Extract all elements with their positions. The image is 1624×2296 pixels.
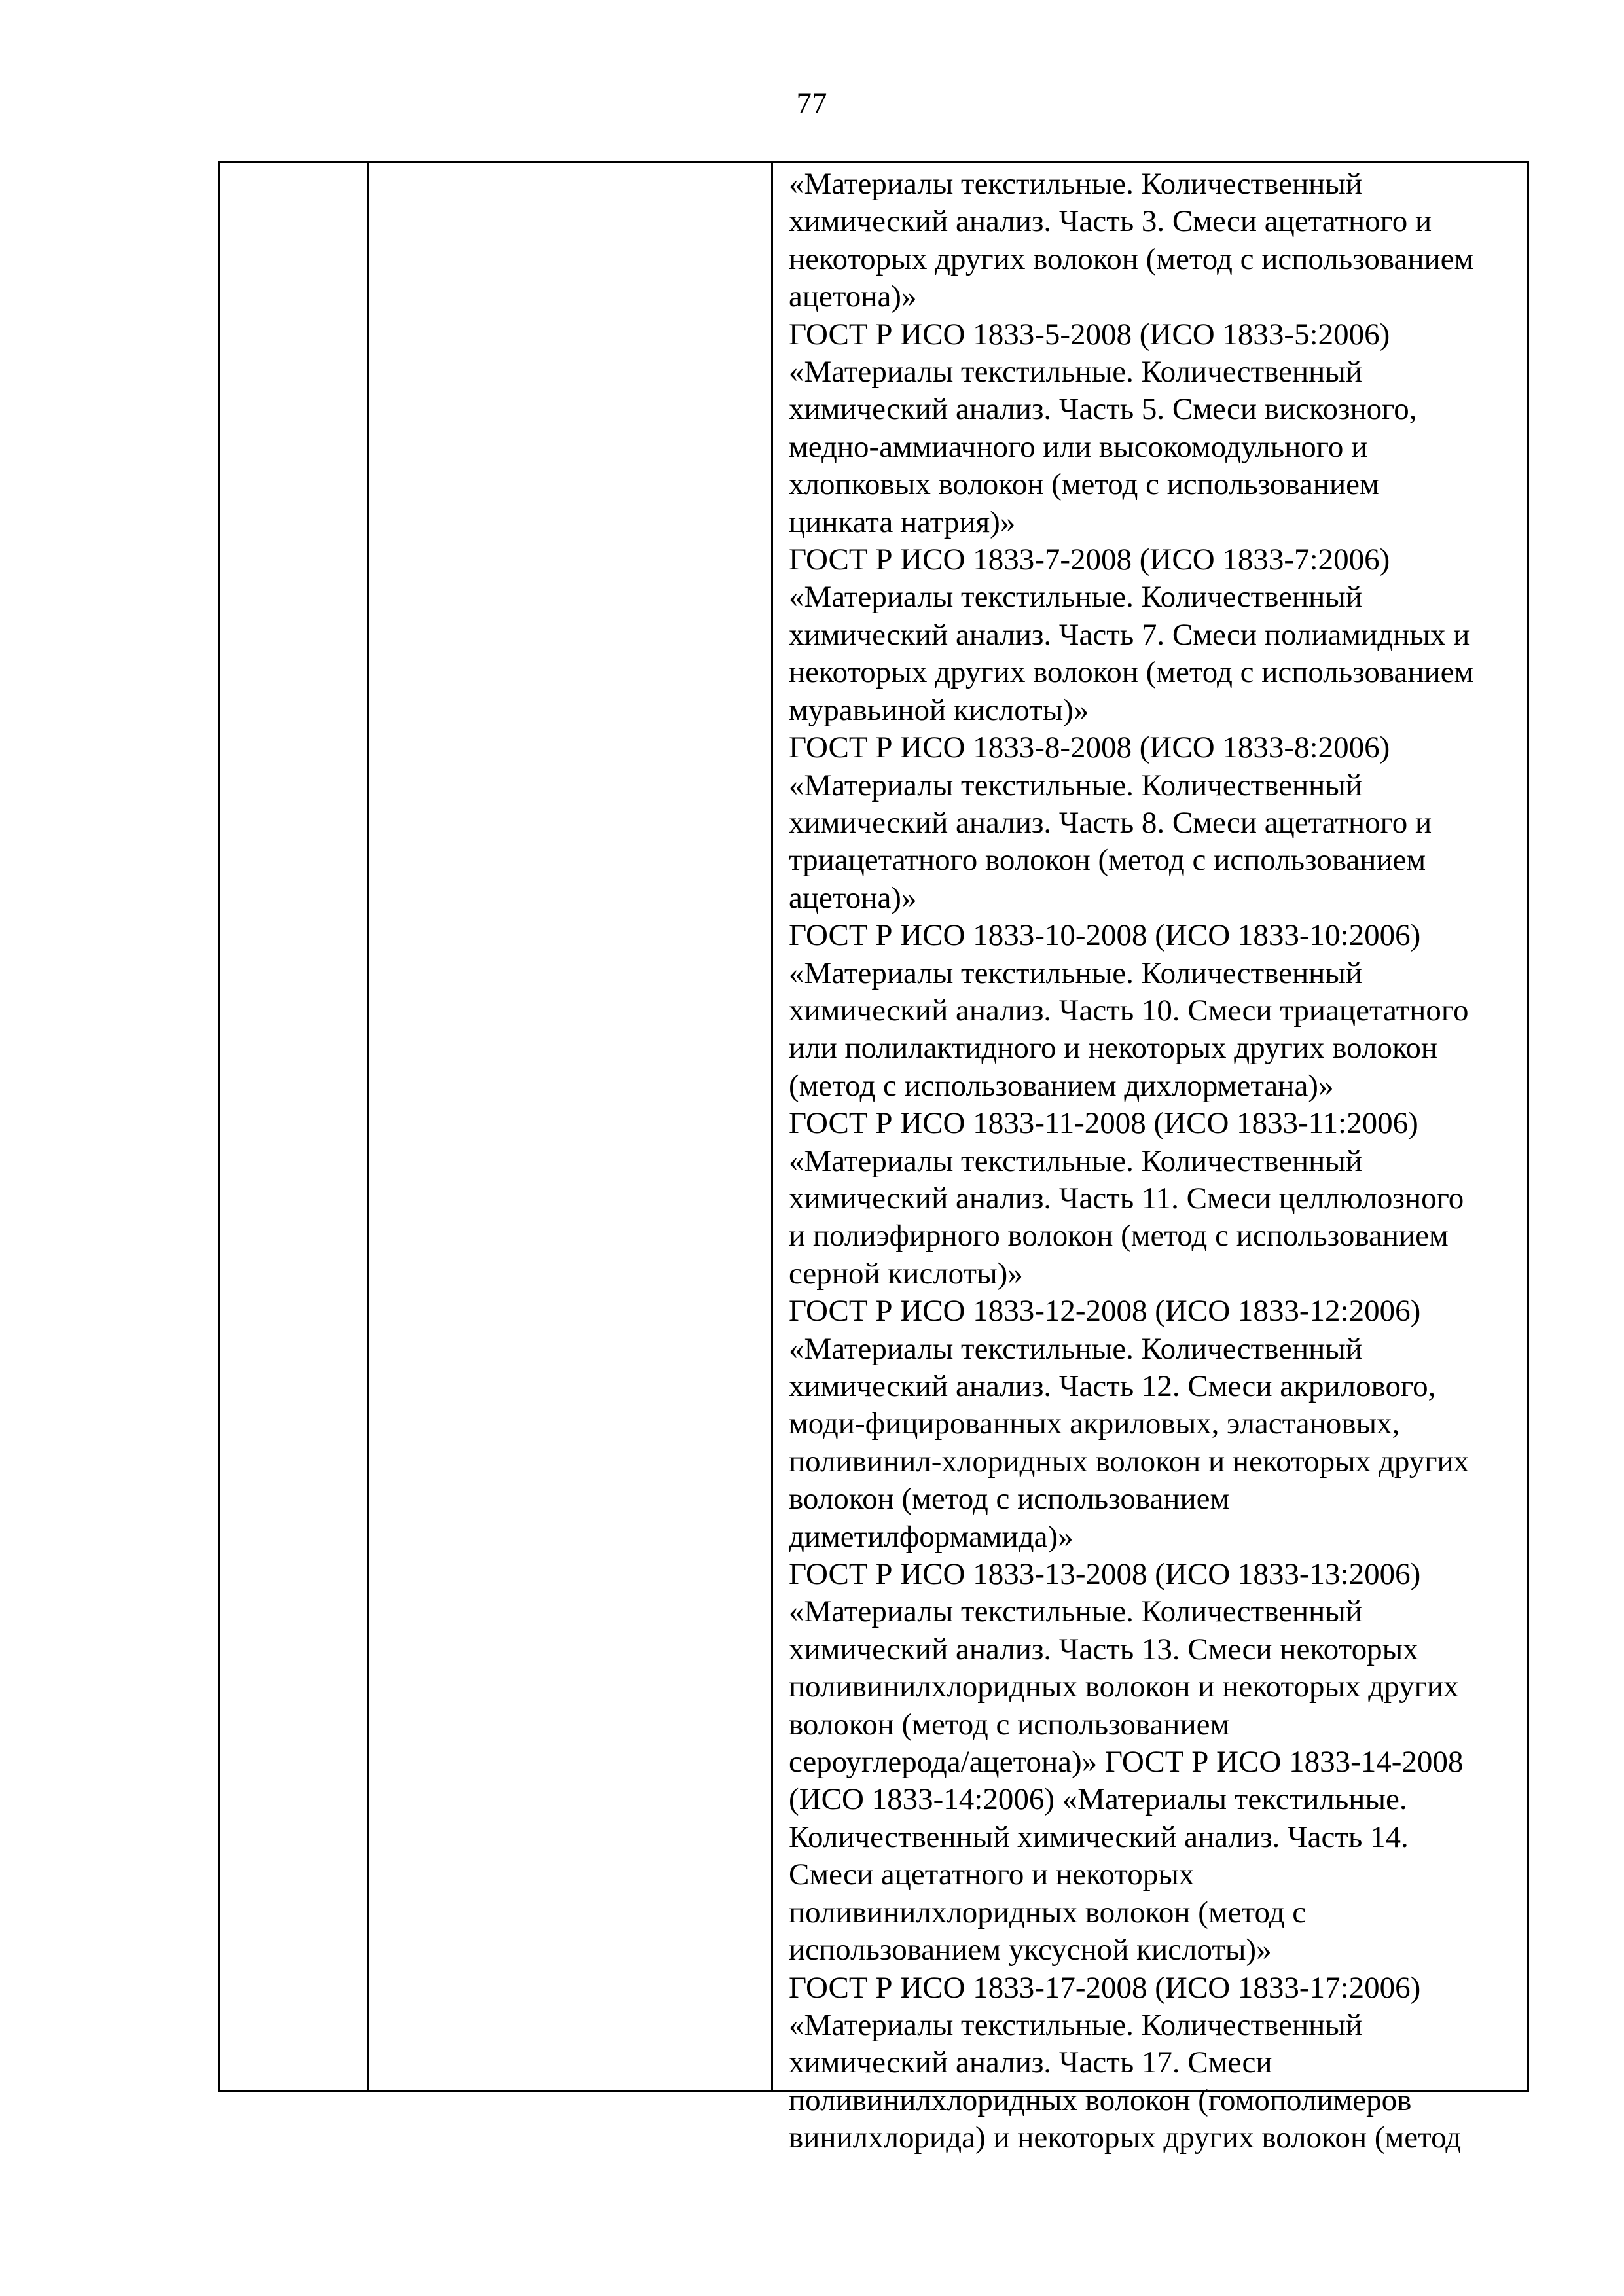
cell-text-line: химический анализ. Часть 12. Смеси акрилового,	[789, 1369, 1436, 1403]
standards-table	[218, 161, 1529, 2155]
cell-text-line: химический анализ. Часть 17. Смеси	[789, 2045, 1272, 2080]
cell-text-line: «Материалы текстильные. Количественный	[789, 768, 1363, 802]
cell-text-line: ГОСТ Р ИСО 1833-17-2008 (ИСО 1833-17:2006)	[789, 1970, 1421, 2005]
cell-text-line: «Материалы текстильные. Количественный	[789, 580, 1363, 615]
cell-text-line: ГОСТ Р ИСО 1833-12-2008 (ИСО 1833-12:2006)	[789, 1294, 1421, 1329]
cell-text-line: ГОСТ Р ИСО 1833-10-2008 (ИСО 1833-10:2006)	[789, 918, 1421, 953]
cell-text-line: волокон (метод с использованием	[789, 1482, 1230, 1516]
standards-list-cell	[772, 163, 1522, 2157]
cell-text-line: или полилактидного и некоторых других волокон	[789, 1031, 1438, 1066]
cell-text-line: химический анализ. Часть 5. Смеси вискозного,	[789, 392, 1417, 427]
cell-text-line: поливинилхлоридных волокон (метод с	[789, 1895, 1307, 1929]
cell-text-line: химический анализ. Часть 7. Смеси полиамидных и	[789, 617, 1470, 652]
cell-text-line: Смеси ацетатного и некоторых	[789, 1857, 1195, 1892]
cell-text-line: химический анализ. Часть 3. Смеси ацетатного и	[789, 204, 1432, 239]
cell-text-line: (ИСО 1833-14:2006) «Материалы текстильные.	[789, 1782, 1407, 1817]
cell-text-line: химический анализ. Часть 13. Смеси некоторых	[789, 1632, 1418, 1666]
column-divider-1	[367, 163, 369, 2090]
cell-text-line: «Материалы текстильные. Количественный	[789, 956, 1363, 990]
cell-text-line: серной кислоты)»	[789, 1256, 1023, 1291]
page-number: 77	[796, 86, 827, 120]
cell-text-line: некоторых других волокон (метод с использованием	[789, 655, 1474, 690]
cell-text-line: «Материалы текстильные. Количественный	[789, 1143, 1363, 1178]
cell-text-line: ГОСТ Р ИСО 1833-8-2008 (ИСО 1833-8:2006)	[789, 730, 1390, 765]
cell-text-line: «Материалы текстильные. Количественный	[789, 355, 1363, 389]
cell-text-line: использованием уксусной кислоты)»	[789, 1933, 1272, 1967]
cell-text-line: (метод с использованием дихлорметана)»	[789, 1068, 1334, 1103]
cell-text-line: химический анализ. Часть 8. Смеси ацетатного и	[789, 805, 1432, 840]
cell-text-line: поливинилхлоридных волокон и некоторых других	[789, 1670, 1459, 1704]
cell-text-line: ГОСТ Р ИСО 1833-11-2008 (ИСО 1833-11:2006)	[789, 1106, 1418, 1141]
cell-text-line: волокон (метод с использованием	[789, 1707, 1230, 1742]
cell-text-line: моди-фицированных акриловых, эластановых,	[789, 1407, 1400, 1441]
cell-text-line: винилхлорида) и некоторых других волокон (метод	[789, 2121, 1462, 2155]
cell-text-line: поливинилхлоридных волокон (гомополимеров	[789, 2083, 1412, 2117]
cell-text-line: химический анализ. Часть 11. Смеси целлюлозного	[789, 1181, 1464, 1215]
cell-text-line: «Материалы текстильные. Количественный	[789, 1594, 1363, 1629]
cell-text-line: медно-аммиачного или высокомодульного и	[789, 429, 1368, 464]
cell-text-line: диметилформамида)»	[789, 1519, 1074, 1554]
cell-text-line: «Материалы текстильные. Количественный	[789, 167, 1363, 201]
cell-text-line: ацетона)»	[789, 279, 917, 314]
cell-text-line: Количественный химический анализ. Часть 14.	[789, 1820, 1409, 1854]
cell-text-line: хлопковых волокон (метод с использованием	[789, 467, 1379, 502]
cell-text-line: ГОСТ Р ИСО 1833-13-2008 (ИСО 1833-13:2006)	[789, 1557, 1421, 1592]
cell-text-line: ГОСТ Р ИСО 1833-5-2008 (ИСО 1833-5:2006)	[789, 317, 1390, 351]
cell-text-line: сероуглерода/ацетона)» ГОСТ Р ИСО 1833-14-2008	[789, 1745, 1464, 1780]
cell-text-line: муравьиной кислоты)»	[789, 692, 1089, 727]
cell-text-line: «Материалы текстильные. Количественный	[789, 1331, 1363, 1366]
cell-text-line: химический анализ. Часть 10. Смеси триацетатного	[789, 993, 1469, 1028]
cell-text-line: триацетатного волокон (метод с использованием	[789, 843, 1426, 878]
cell-text-line: некоторых других волокон (метод с использованием	[789, 242, 1474, 276]
cell-text-line: и полиэфирного волокон (метод с использованием	[789, 1219, 1449, 1253]
cell-text-line: поливинил-хлоридных волокон и некоторых других	[789, 1444, 1470, 1479]
cell-text-line: ГОСТ Р ИСО 1833-7-2008 (ИСО 1833-7:2006)	[789, 543, 1390, 577]
cell-text-line: ацетона)»	[789, 880, 917, 915]
cell-text-line: цинката натрия)»	[789, 505, 1016, 539]
cell-text-line: «Материалы текстильные. Количественный	[789, 2007, 1363, 2042]
